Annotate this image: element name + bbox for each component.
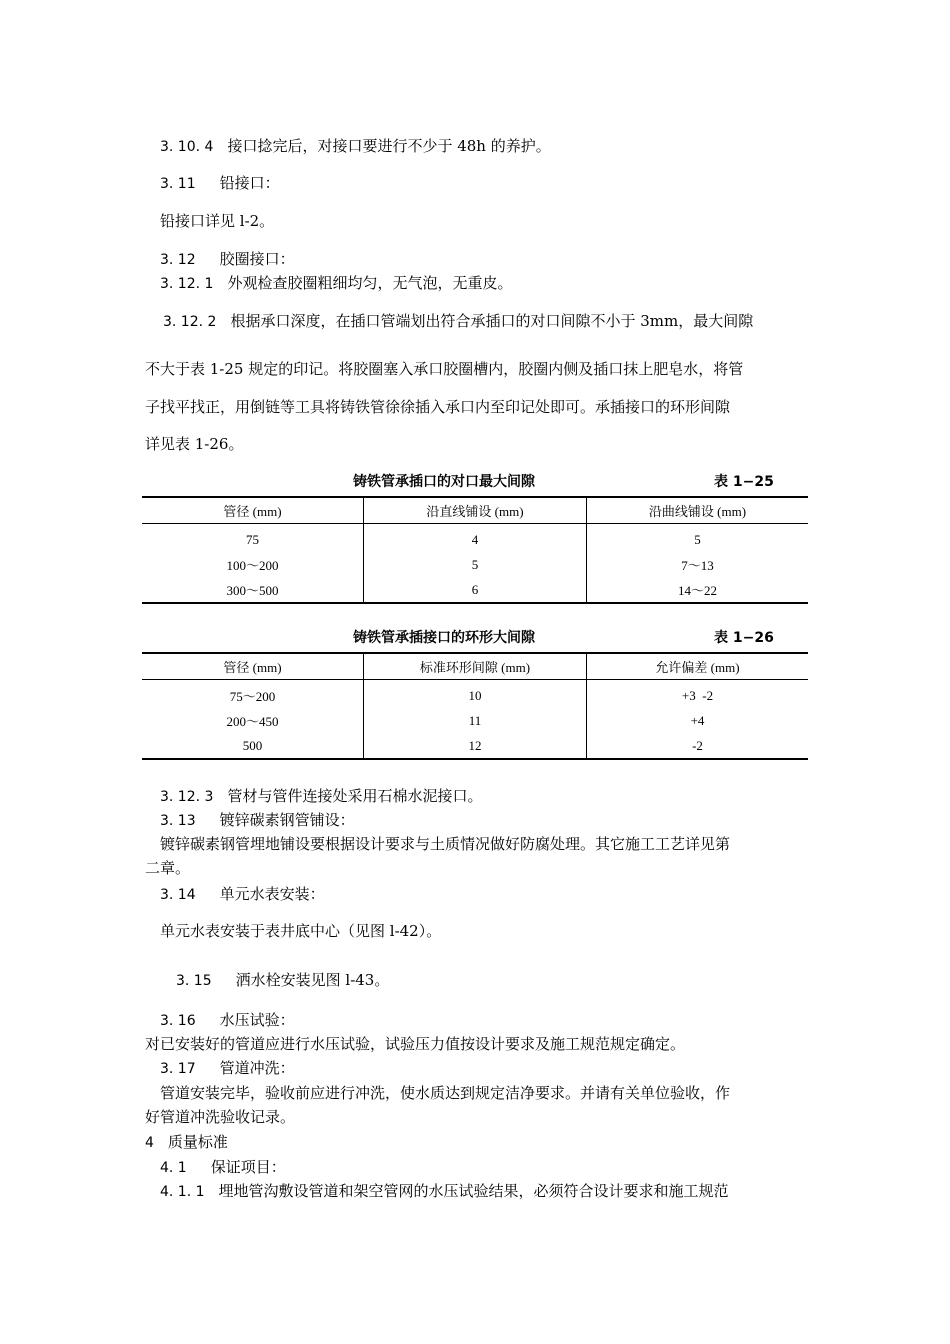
paragraph-line: 子找平找正，用倒链等工具将铸铁管徐徐插入承口内至印记处即可。承插接口的环形间隙 bbox=[145, 398, 731, 416]
section-number: 4. 1. 1 bbox=[160, 1184, 205, 1200]
section-number: 3. 15 bbox=[176, 973, 212, 989]
section-3-13 bbox=[160, 810, 355, 831]
section-3-12-1 bbox=[160, 273, 512, 294]
section-text: 洒水栓安装见图 l-43。 bbox=[235, 971, 390, 989]
section-text: 胶圈接口： bbox=[219, 250, 295, 268]
table2 bbox=[142, 652, 808, 760]
column-header: 允许偏差 (mm) bbox=[587, 653, 809, 680]
section-text: 接口捻完后，对接口要进行不少于 48h 的养护。 bbox=[227, 137, 551, 155]
section-text: 铅接口： bbox=[219, 174, 280, 192]
paragraph-line: 对已安装好的管道应进行水压试验，试验压力值按设计要求及施工规范规定确定。 bbox=[145, 1035, 686, 1053]
table1 bbox=[142, 496, 808, 604]
paragraph-line: 不大于表 1-25 规定的印记。将胶圈塞入承口胶圈槽内，胶圈内侧及插口抹上肥皂水，将管 bbox=[145, 360, 744, 378]
section-number: 3. 12. 3 bbox=[160, 789, 214, 805]
section-4-1 bbox=[160, 1157, 286, 1178]
table1-title: 铸铁管承插口的对口最大间隙 bbox=[353, 474, 535, 490]
section-text: 单元水表安装： bbox=[219, 885, 325, 903]
section-4 bbox=[145, 1132, 228, 1153]
table-row: 100～200 5 7～13 bbox=[142, 552, 808, 577]
section-number: 3. 12 bbox=[160, 252, 196, 268]
section-3-15 bbox=[176, 970, 389, 991]
section-3-11 bbox=[160, 173, 280, 194]
section-text: 镀锌碳素钢管铺设： bbox=[219, 811, 355, 829]
table2-title: 铸铁管承插接口的环形大间隙 bbox=[353, 630, 535, 646]
section-number: 4. 1 bbox=[160, 1160, 187, 1176]
table-row: 75 4 5 bbox=[142, 524, 808, 553]
section-4-1-1 bbox=[160, 1181, 729, 1202]
section-3-17 bbox=[160, 1058, 295, 1079]
table-row: 75～200 10 +3 -2 bbox=[142, 680, 808, 709]
section-number: 3. 12. 1 bbox=[160, 276, 214, 292]
paragraph-line: 详见表 1-26。 bbox=[145, 435, 244, 453]
section-3-12 bbox=[160, 249, 295, 270]
paragraph-line: 单元水表安装于表井底中心（见图 l-42）。 bbox=[160, 922, 442, 940]
paragraph-line: 好管道冲洗验收记录。 bbox=[145, 1108, 296, 1126]
lead-joint-detail: 铅接口详见 l-2。 bbox=[160, 212, 275, 230]
section-text: 外观检查胶圈粗细均匀，无气泡，无重皮。 bbox=[227, 274, 513, 292]
section-number: 4 bbox=[145, 1135, 154, 1151]
section-3-12-3 bbox=[160, 786, 482, 807]
section-number: 3. 17 bbox=[160, 1061, 196, 1077]
section-number: 3. 13 bbox=[160, 813, 196, 829]
section-3-14 bbox=[160, 884, 325, 905]
section-text: 管材与管件连接处采用石棉水泥接口。 bbox=[227, 787, 483, 805]
section-3-16 bbox=[160, 1010, 295, 1031]
paragraph-line: 二章。 bbox=[145, 859, 191, 877]
table1-label: 表 1−25 bbox=[714, 474, 774, 490]
column-header: 标准环形间隙 (mm) bbox=[364, 653, 587, 680]
table-row: 500 12 -2 bbox=[142, 733, 808, 759]
section-number: 3. 12. 2 bbox=[163, 314, 217, 330]
section-text: 保证项目： bbox=[210, 1158, 286, 1176]
table-header-row bbox=[142, 497, 808, 524]
section-number: 3. 10. 4 bbox=[160, 139, 214, 155]
table-row: 200～450 11 +4 bbox=[142, 708, 808, 733]
section-text: 管道冲洗： bbox=[219, 1059, 295, 1077]
column-header: 管径 (mm) bbox=[142, 497, 364, 524]
section-number: 3. 11 bbox=[160, 176, 196, 192]
section-number: 3. 14 bbox=[160, 887, 196, 903]
section-text: 根据承口深度，在插口管端划出符合承插口的对口间隙不小于 3mm，最大间隙 bbox=[230, 312, 754, 330]
section-text: 埋地管沟敷设管道和架空管网的水压试验结果，必须符合设计要求和施工规范 bbox=[218, 1182, 729, 1200]
column-header: 沿曲线铺设 (mm) bbox=[587, 497, 809, 524]
paragraph-line: 镀锌碳素钢管埋地铺设要根据设计要求与土质情况做好防腐处理。其它施工工艺详见第 bbox=[160, 835, 731, 853]
section-3-10-4 bbox=[160, 136, 551, 157]
column-header: 沿直线铺设 (mm) bbox=[364, 497, 587, 524]
section-text: 质量标准 bbox=[167, 1133, 228, 1151]
paragraph-line: 管道安装完毕，验收前应进行冲洗，使水质达到规定洁净要求。并请有关单位验收，作 bbox=[160, 1084, 731, 1102]
column-header: 管径 (mm) bbox=[142, 653, 364, 680]
section-text: 水压试验： bbox=[219, 1011, 295, 1029]
section-3-12-2 bbox=[163, 311, 753, 332]
section-number: 3. 16 bbox=[160, 1013, 196, 1029]
table-header-row bbox=[142, 653, 808, 680]
table2-label: 表 1−26 bbox=[714, 630, 774, 646]
table-row: 300～500 6 14～22 bbox=[142, 577, 808, 603]
